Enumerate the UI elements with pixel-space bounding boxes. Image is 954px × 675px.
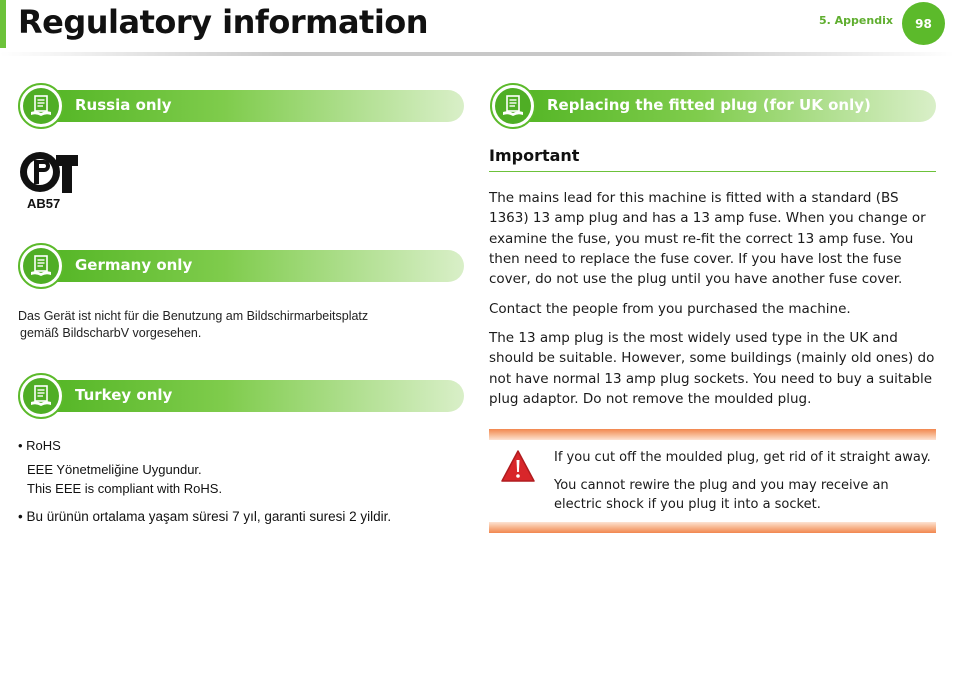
document-note-icon bbox=[490, 83, 536, 129]
document-note-icon bbox=[18, 373, 64, 419]
section-header-germany bbox=[18, 249, 464, 281]
warning-triangle-icon bbox=[500, 449, 536, 483]
warning-text: You cannot rewire the plug and you may receive an electric shock if you plug it into a socket. bbox=[554, 478, 889, 512]
chapter-label: 5. Appendix bbox=[819, 14, 893, 27]
warning-border-top bbox=[489, 429, 936, 440]
eee-line: EEE Yönetmeliğine Uygundur. bbox=[27, 462, 202, 477]
section-title-uk: Replacing the fitted plug (for UK only) bbox=[547, 96, 871, 114]
eee-compliance bbox=[27, 460, 222, 498]
certification-code: AB57 bbox=[27, 196, 61, 211]
warning-border-bottom bbox=[489, 522, 936, 533]
eee-line: This EEE is compliant with RoHS. bbox=[27, 481, 223, 496]
section-title-germany: Germany only bbox=[75, 256, 193, 274]
germany-notice-line: Das Gerät ist nicht für die Benutzung am Bildschirmarbeitsplatz bbox=[18, 309, 369, 323]
gost-certification-logo bbox=[18, 149, 78, 195]
lifetime-bullet: • Bu ürünün ortalama yaşam süresi 7 yıl, garanti suresi 2 yildir. bbox=[18, 509, 392, 524]
warning-text: If you cut off the moulded plug, get rid of it straight away. bbox=[554, 450, 931, 465]
section-title-turkey: Turkey only bbox=[75, 386, 173, 404]
header-accent-bar bbox=[0, 0, 6, 48]
uk-paragraph: Contact the people from you purchased the machine. bbox=[489, 301, 851, 317]
germany-notice bbox=[18, 308, 368, 342]
section-header-turkey bbox=[18, 379, 464, 411]
header-divider bbox=[0, 52, 954, 56]
page-title: Regulatory information bbox=[18, 3, 429, 41]
uk-paragraph: The 13 amp plug is the most widely used type in the UK and should be suitable. However, some buildings (mainly old ones) do not have normal 13 amp plug sockets. You need to buy a suitable plug adaptor. Do not remove the moulded plug. bbox=[489, 330, 935, 407]
section-header-uk bbox=[490, 89, 936, 121]
important-heading: Important bbox=[489, 146, 580, 165]
important-divider bbox=[489, 171, 936, 172]
document-note-icon bbox=[18, 243, 64, 289]
section-header-russia bbox=[18, 89, 464, 121]
document-note-icon bbox=[18, 83, 64, 129]
uk-paragraph: The mains lead for this machine is fitted with a standard (BS 1363) 13 amp plug and has a 13 amp fuse. When you change or examine the fuse, you must re-fit the correct 13 amp fuse. You then need to replace the fuse cover. If you have lost the fuse cover, do not use the plug until you have another fuse cover. bbox=[489, 190, 926, 288]
page-number-badge: 98 bbox=[902, 2, 945, 45]
section-title-russia: Russia only bbox=[75, 96, 172, 114]
germany-notice-line: gemäß BildscharbV vorgesehen. bbox=[20, 326, 202, 340]
rohs-bullet: • RoHS bbox=[18, 438, 61, 453]
